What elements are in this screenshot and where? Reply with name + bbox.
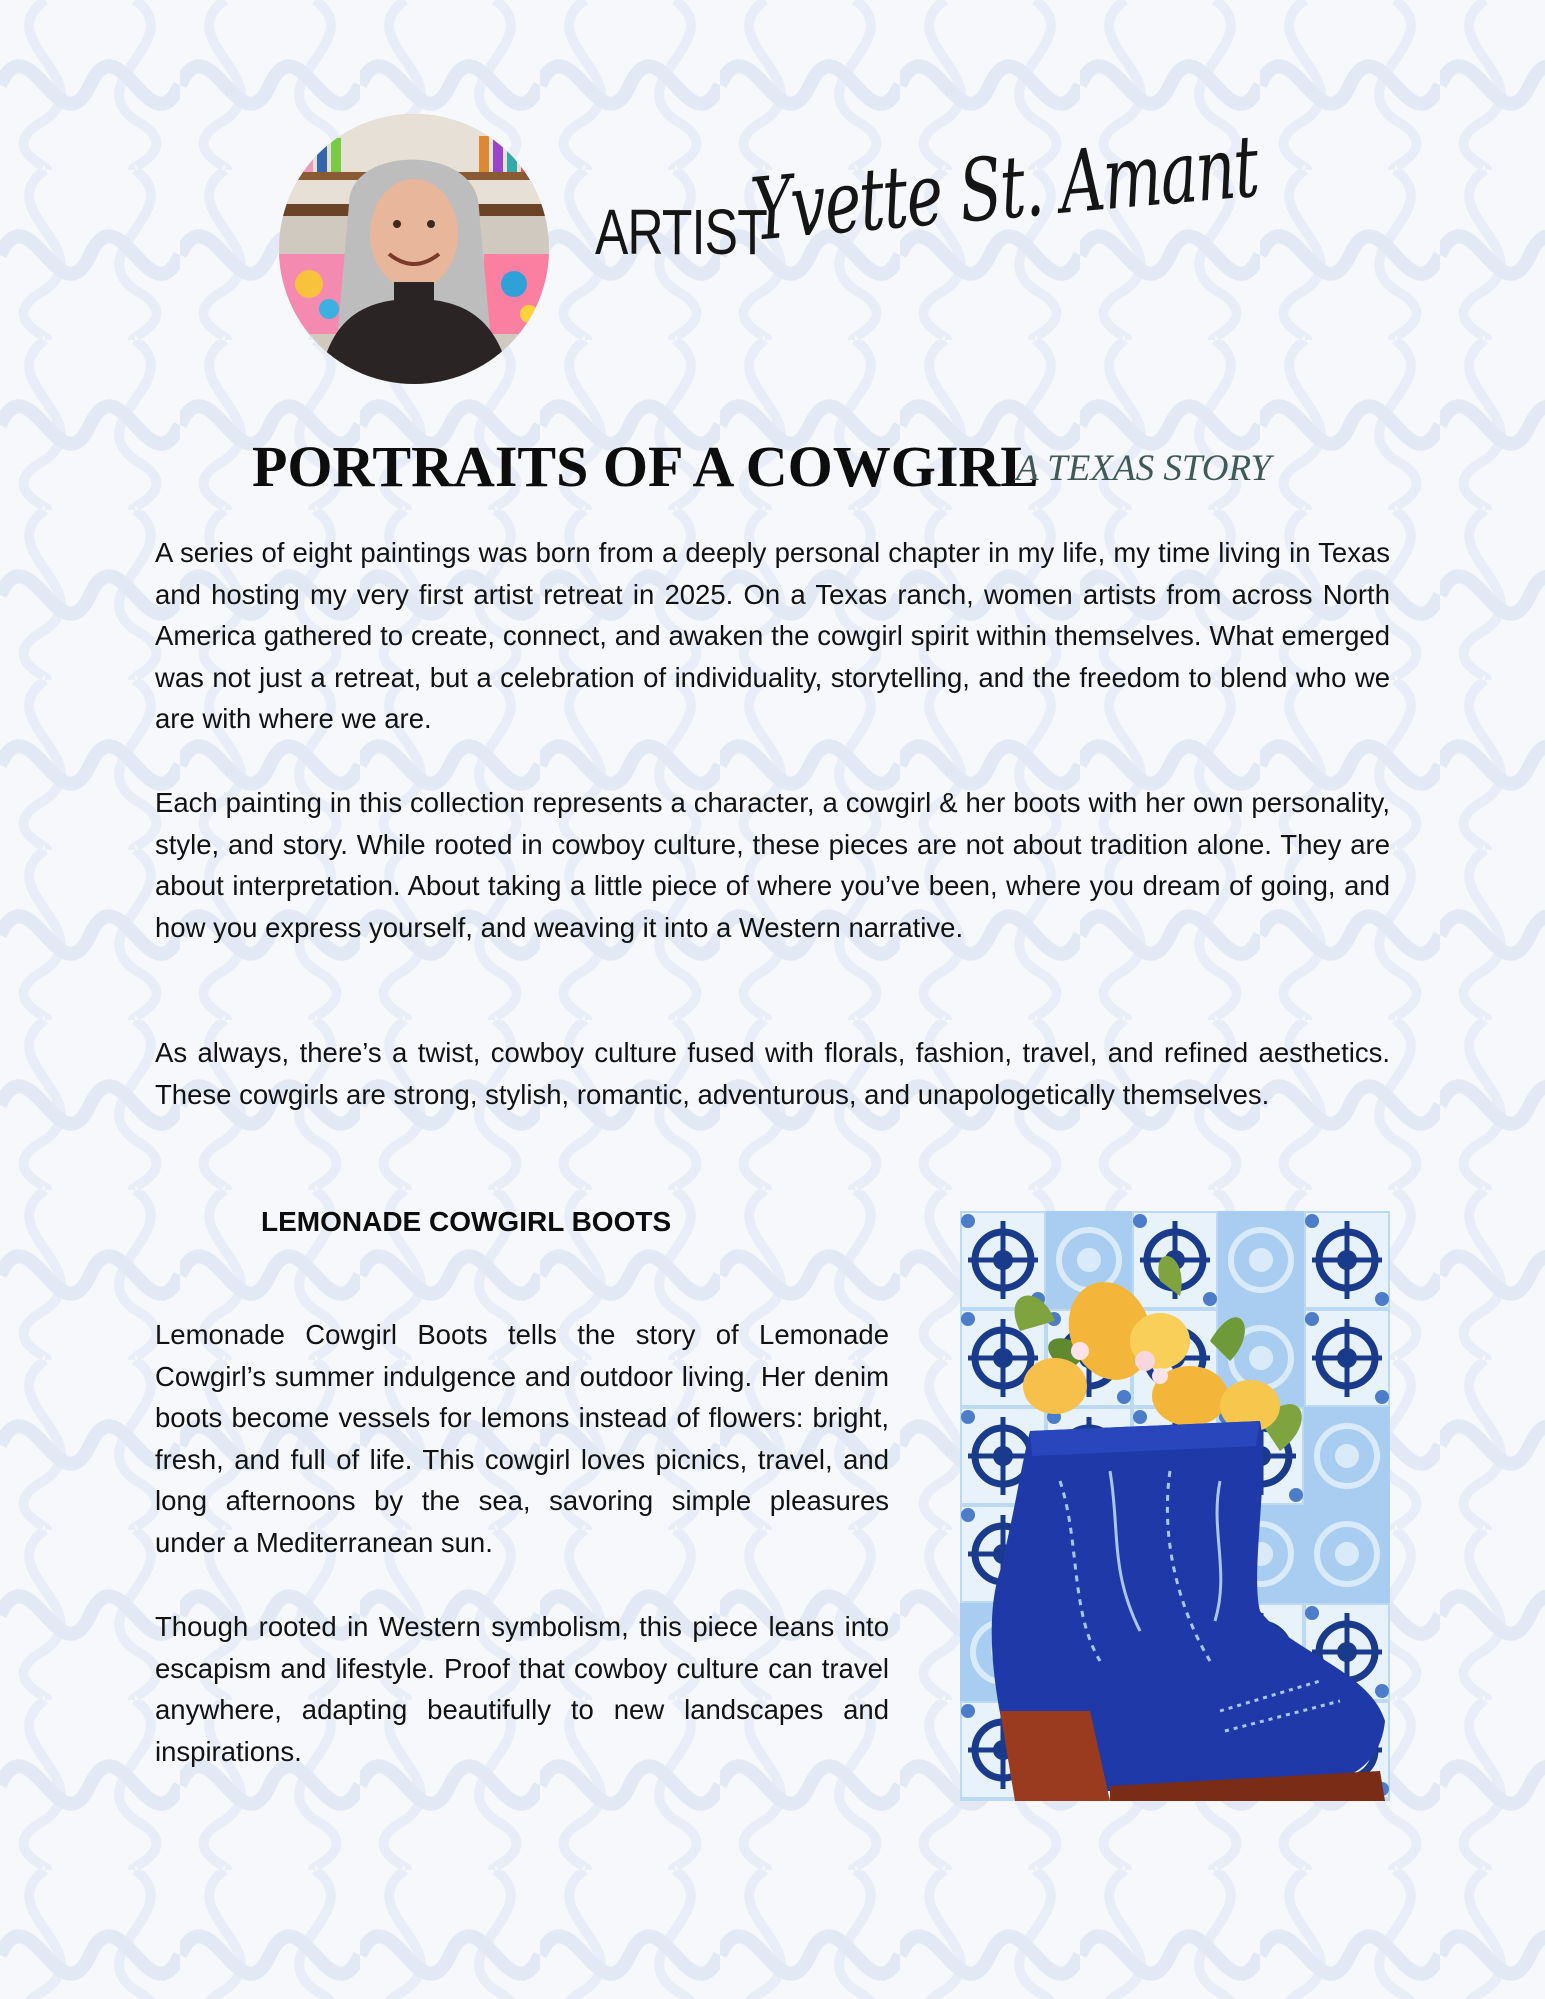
artist-signature: Yvette St. Amant: [747, 116, 1262, 261]
feature-paragraph-2: Though rooted in Western symbolism, this piece leans into escapism and lifestyle. Proof that cowboy culture can travel anywhere, adapting beautifully to new landscapes and inspirations.: [155, 1611, 889, 1767]
page-title: PORTRAITS OF A COWGIRL: [252, 434, 1039, 499]
painting-illustration: [960, 1211, 1390, 1801]
intro-paragraph-1: A series of eight paintings was born from a deeply personal chapter in my life, my time living in Texas and hosting my very first artist retreat in 2025. On a Texas ranch, women artists from across North America gathered to create, connect, and awaken the cowgirl spirit within themselves. What emerged was not just a retreat, but a celebration of individuality, storytelling, and the freedom to blend who we are with where we are.: [155, 537, 1390, 734]
feature-paragraph-1: Lemonade Cowgirl Boots tells the story of Lemonade Cowgirl’s summer indulgence and outdoor living. Her denim boots become vessels for lemons instead of flowers: bright, fresh, and full of life. This cowgirl loves picnics, travel, and long afternoons by the sea, savoring simple pleasures under a Mediterranean sun.: [155, 1319, 889, 1558]
page-subtitle: A TEXAS STORY: [1016, 448, 1271, 489]
artist-label: ARTIST: [595, 196, 767, 268]
feature-heading: LEMONADE COWGIRL BOOTS: [261, 1206, 672, 1237]
intro-paragraph-2: Each painting in this collection represents a character, a cowgirl & her boots with her own personality, style, and story. While rooted in cowboy culture, these pieces are not about tradition alone. They are about interpretation. About taking a little piece of where you’ve been, where you dream of going, and how you express yourself, and weaving it into a Western narrative.: [155, 787, 1390, 943]
artist-portrait: [279, 114, 549, 384]
artist-portrait-illustration: [279, 114, 549, 384]
lemonade-cowgirl-boots-painting: [960, 1211, 1390, 1801]
intro-paragraph-3: As always, there’s a twist, cowboy culture fused with florals, fashion, travel, and refined aesthetics. These cowgirls are strong, stylish, romantic, adventurous, and unapologetically themselves.: [155, 1037, 1390, 1110]
